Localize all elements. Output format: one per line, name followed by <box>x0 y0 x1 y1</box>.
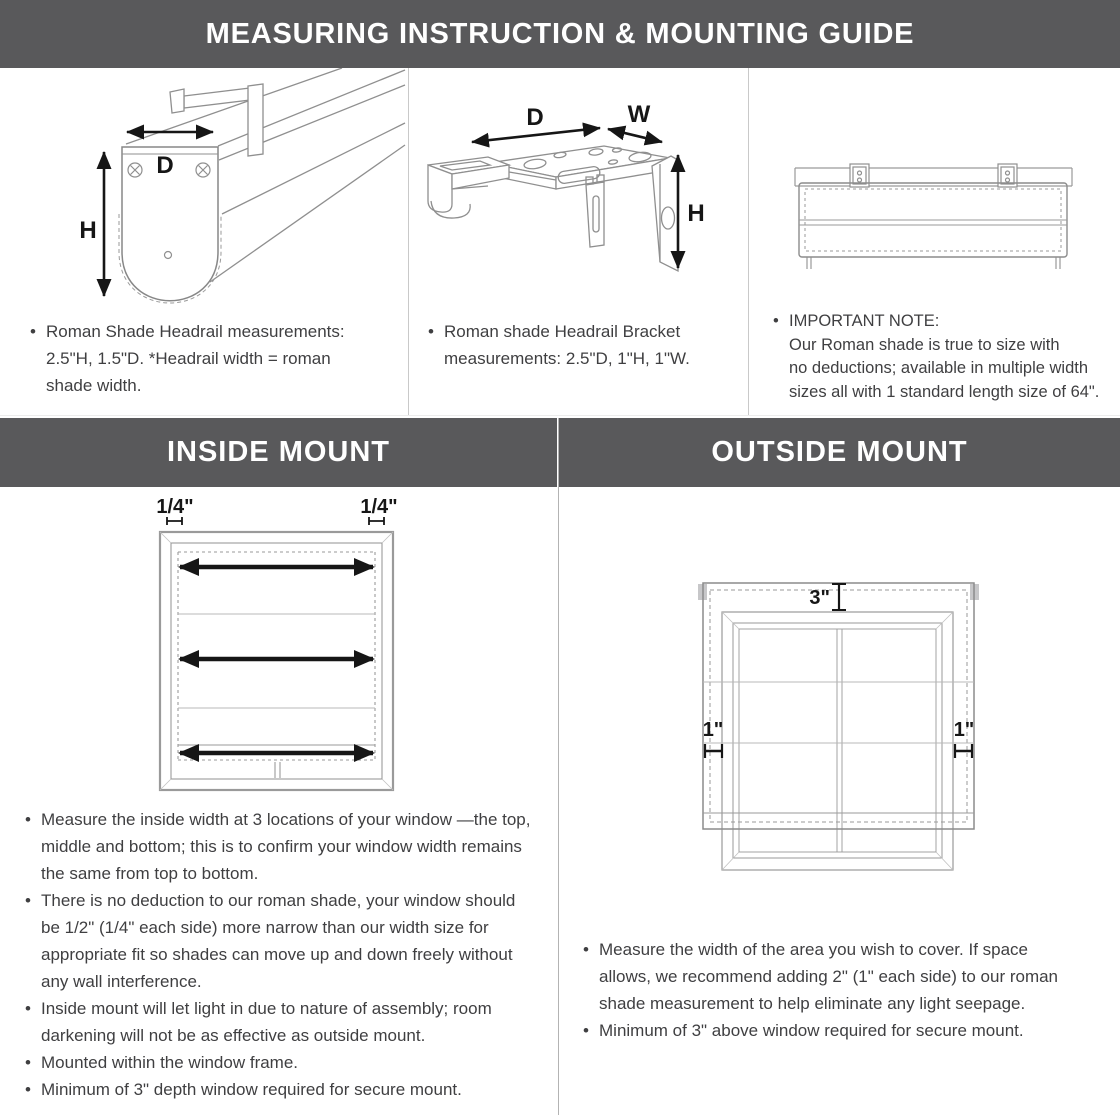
left-overlap-label: 1" <box>702 719 724 741</box>
inside-mount-title: INSIDE MOUNT <box>166 436 391 468</box>
row-separator <box>0 415 1120 416</box>
right-gap-label: 1/4" <box>360 496 398 518</box>
bullet-item: • Mounted within the window frame. <box>25 1049 535 1076</box>
bullet-dot: • <box>30 322 36 341</box>
title-bar <box>0 0 1120 68</box>
bracket-width-label: W <box>627 101 651 128</box>
inside-mount-header <box>0 418 557 487</box>
bullet-item: • IMPORTANT NOTE: Our Roman shade is true to size with no deductions; available in multiple width sizes all with 1 standard length size of 64". <box>773 310 1119 404</box>
page-title: MEASURING INSTRUCTION & MOUNTING GUIDE <box>205 17 915 50</box>
bracket-height-label: H <box>687 200 705 227</box>
bullet-dot: • <box>25 810 31 829</box>
bullet-dot: • <box>773 312 779 330</box>
bracket-body <box>428 146 678 271</box>
width-arrow <box>608 129 662 142</box>
gap-tick-marks <box>167 517 384 525</box>
left-gap-label: 1/4" <box>156 496 194 518</box>
important-note <box>773 310 1119 404</box>
bullet-item: • Minimum of 3" above window required for secure mount. <box>583 1017 1074 1044</box>
bullet-dot: • <box>25 1053 31 1072</box>
shade-outline <box>703 583 974 829</box>
bracket-caption <box>428 318 706 372</box>
bullet-item: • Roman shade Headrail Bracket measurements: 2.5"D, 1"H, 1"W. <box>428 318 706 372</box>
side-overlap-measures <box>705 744 972 758</box>
right-overlap-label: 1" <box>953 719 975 741</box>
width-measure-arrows <box>180 567 373 753</box>
outside-mount-title: OUTSIDE MOUNT <box>711 436 968 468</box>
headrail-caption <box>30 318 348 399</box>
bullet-dot: • <box>428 322 434 341</box>
bullet-dot: • <box>25 1080 31 1099</box>
bullet-item: • Measure the inside width at 3 locations of your window —the top, middle and bottom; this is to confirm your window width remains the same from top to bottom. <box>25 806 535 887</box>
bullet-item: • Roman Shade Headrail measurements: 2.5"H, 1.5"D. *Headrail width = roman shade width. <box>30 318 348 399</box>
bullet-dot: • <box>25 999 31 1018</box>
shade-body <box>799 183 1067 257</box>
headrail-height-label: H <box>79 217 97 244</box>
inside-mount-instructions <box>25 806 535 1103</box>
bullet-item: • Minimum of 3" depth window required for secure mount. <box>25 1076 535 1103</box>
inside-mount-diagram <box>0 488 558 800</box>
bullet-dot: • <box>25 891 31 910</box>
note-heading: IMPORTANT NOTE: <box>789 312 940 330</box>
shade-outline <box>178 552 375 761</box>
bullet-item: • Inside mount will let light in due to nature of assembly; room darkening will not be as effective as outside mount. <box>25 995 535 1049</box>
top-clearance-measure <box>832 584 846 610</box>
bracket-depth-label: D <box>526 104 544 131</box>
bullet-item: • There is no deduction to our roman shade, your window should be 1/2" (1/4" each side) more narrow than our width size for appropriate fit so shades can move up and down freely without any wall interference. <box>25 887 535 995</box>
bullet-item: • Measure the width of the area you wish to cover. If space allows, we recommend adding 2" (1" each side) to our roman shade measurement to help eliminate any light seepage. <box>583 936 1074 1017</box>
headrail-depth-label: D <box>156 152 174 179</box>
outside-mount-instructions <box>583 936 1074 1044</box>
bullet-dot: • <box>583 1021 589 1040</box>
top-clearance-label: 3" <box>809 587 830 609</box>
outside-mount-header <box>559 418 1120 487</box>
bullet-dot: • <box>583 940 589 959</box>
outside-mount-diagram <box>558 540 1120 930</box>
window-frame <box>722 612 953 870</box>
bracket-dimension-arrows <box>472 128 678 268</box>
